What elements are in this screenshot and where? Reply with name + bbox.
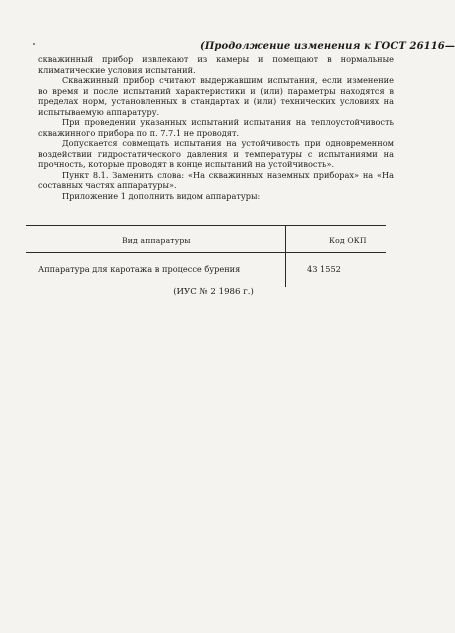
scan-speck (33, 43, 35, 45)
page-header: (Продолжение изменения к ГОСТ 26116— (200, 41, 455, 52)
table-header-code: Код ОКП (329, 236, 367, 245)
paragraph-6: Приложение 1 дополнить видом аппаратуры: (62, 190, 261, 201)
page-footer: (ИУС № 2 1986 г.) (173, 287, 254, 297)
paragraph-2: Скважинный прибор считают выдержавшим испытания, если изменение во время и после испытаний характеристики и (или) параметры находятся в пределах норм, установленных в стандартах и (или) технических условиях на испытываемую аппаратуру. (38, 75, 394, 117)
paragraph-4: Допускается совмещать испытания на устойчивость при одновременном воздействии гидростатического давления и температуры с испытаниями на прочность, которые проводят в конце испытаний на устойчивость». (38, 138, 394, 169)
table-header-type: Вид аппаратуры (122, 236, 191, 245)
table-cell-okp-code: 43 1552 (307, 264, 341, 274)
table-header-rule (26, 252, 386, 253)
table-column-divider (285, 225, 286, 287)
paragraph-3: При проведении указанных испытаний испытания на теплоустойчивость скважинного прибора по п. 7.7.1 не проводят. (38, 117, 394, 138)
table-cell-equipment-type: Аппаратура для каротажа в процессе бурения (38, 264, 241, 274)
document-body (38, 54, 394, 201)
paragraph-1: скважинный прибор извлекают из камеры и помещают в нормальные климатические условия испытаний. (38, 54, 394, 75)
table-top-rule (26, 225, 386, 226)
paragraph-5: Пункт 8.1. Заменить слова: «На скважинных наземных приборах» на «На составных частях аппаратуры». (38, 169, 394, 190)
